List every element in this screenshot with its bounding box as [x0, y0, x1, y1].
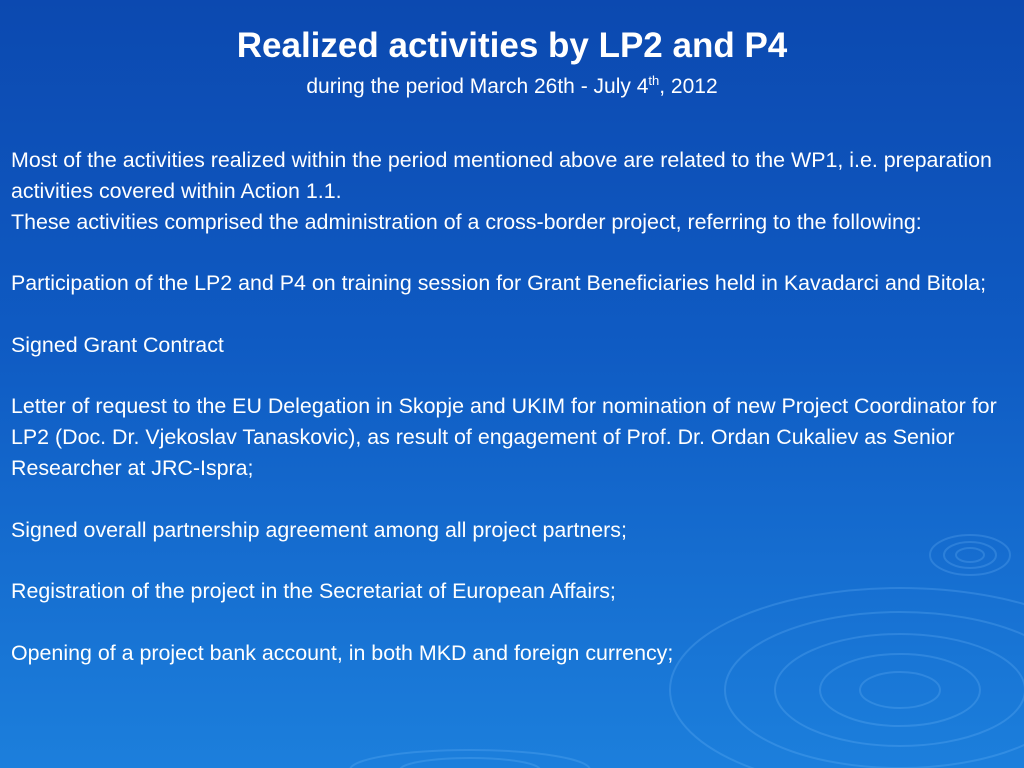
activity-item: Signed overall partnership agreement among all project partners;: [11, 517, 627, 542]
intro-paragraph: Most of the activities realized within the period mentioned above are related to the WP1, i.e. preparation activities covered within Action 1.1.: [11, 148, 992, 203]
activity-item: Opening of a project bank account, in both MKD and foreign currency;: [11, 640, 674, 665]
activity-item: Signed Grant Contract: [11, 332, 224, 357]
page-subtitle: [0, 74, 1024, 100]
page-title: Realized activities by LP2 and P4: [236, 26, 788, 65]
paragraph-spacer: [11, 484, 1016, 515]
paragraph-spacer: [11, 607, 1016, 638]
paragraph-spacer: [11, 237, 1016, 268]
paragraph-spacer: [11, 361, 1016, 392]
activity-item: Participation of the LP2 and P4 on training session for Grant Beneficiaries held in Kavadarci and Bitola;: [11, 271, 987, 296]
paragraph-spacer: [11, 299, 1016, 330]
scope-paragraph: These activities comprised the administration of a cross-border project, referring to the following:: [11, 209, 922, 234]
subtitle-superscript: th: [648, 73, 660, 88]
body-text: [11, 145, 1016, 669]
subtitle-text: during the period March 26th - July 4: [306, 75, 649, 98]
subtitle-year: , 2012: [659, 75, 718, 98]
activity-item: Registration of the project in the Secretariat of European Affairs;: [11, 579, 616, 604]
activity-item: Letter of request to the EU Delegation in Skopje and UKIM for nomination of new Project Coordinator for LP2 (Doc. Dr. Vjekoslav Tanaskovic), as result of engagement of Prof. Dr. Ordan Cukaliev as Senior Researcher at JRC-Ispra;: [11, 394, 997, 480]
paragraph-spacer: [11, 545, 1016, 576]
